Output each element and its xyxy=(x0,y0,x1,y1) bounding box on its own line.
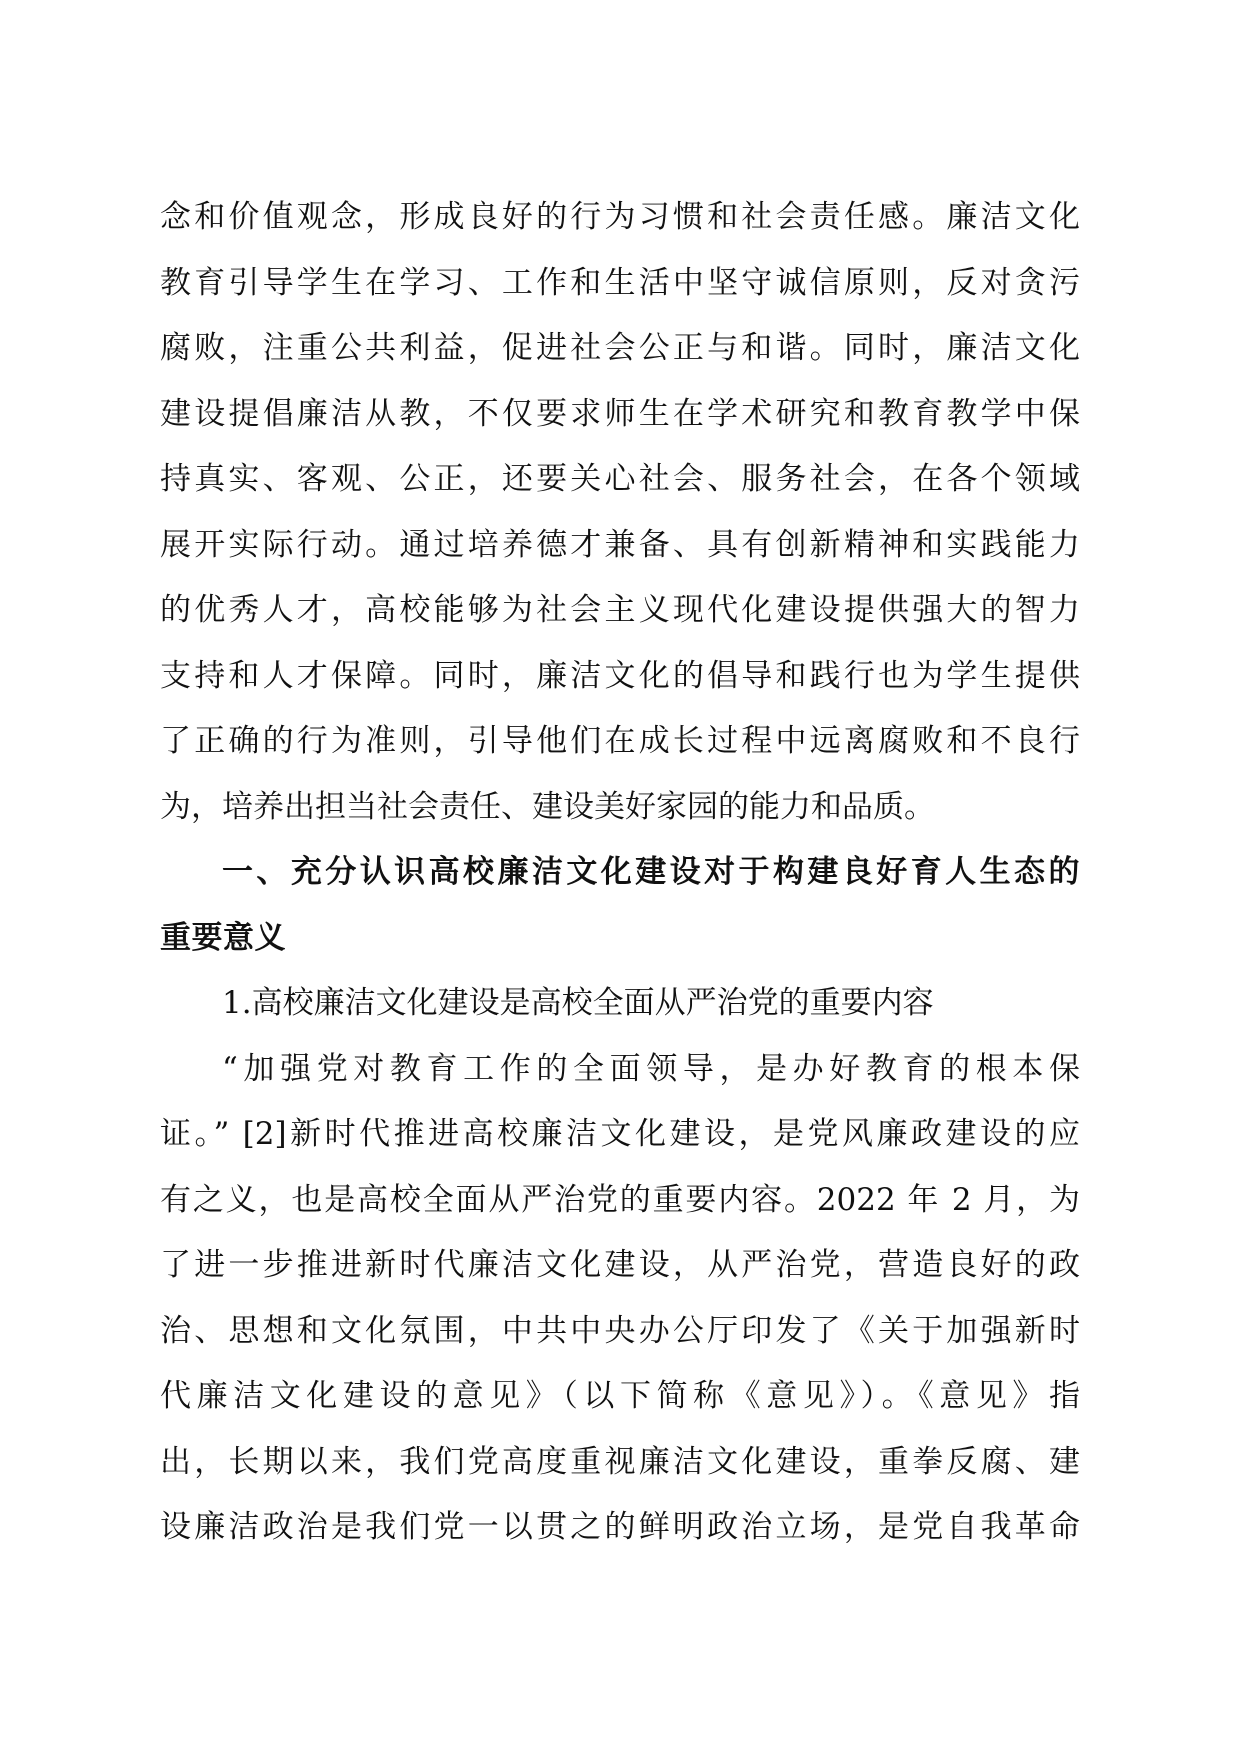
section-heading-line: 一、充分认识高校廉洁文化建设对于构建良好育人生态的 xyxy=(222,854,1080,890)
text-line: 教育引导学生在学习、工作和生活中坚守诚信原则，反对贪污 xyxy=(160,264,1080,301)
text-line: 代廉洁文化建设的意见》（以下简称《意见》）。《意见》指 xyxy=(160,1378,1080,1414)
text-line: 的优秀人才，高校能够为社会主义现代化建设提供强大的智力 xyxy=(160,592,1080,628)
text-line: 了进一步推进新时代廉洁文化建设，从严治党，营造良好的政 xyxy=(160,1247,1080,1283)
text-line: 治、思想和文化氛围，中共中央办公厅印发了《关于加强新时 xyxy=(160,1312,1080,1349)
document-page xyxy=(160,185,1080,1561)
text-line: 支持和人才保障。同时，廉洁文化的倡导和践行也为学生提供 xyxy=(160,657,1080,694)
section-heading-line: 重要意义 xyxy=(160,919,286,956)
text-line: 为，培养出担当社会责任、建设美好家园的能力和品质。 xyxy=(160,788,935,825)
text-line: 有之义，也是高校全面从严治党的重要内容。2022 年 2 月，为 xyxy=(160,1181,1080,1218)
body-paragraph xyxy=(160,185,1080,840)
text-line: 腐败，注重公共利益，促进社会公正与和谐。同时，廉洁文化 xyxy=(160,330,1080,366)
text-line: 建设提倡廉洁从教，不仅要求师生在学术研究和教育教学中保 xyxy=(160,395,1080,432)
body-paragraph xyxy=(160,1037,1080,1561)
text-line: 证。” [2]新时代推进高校廉洁文化建设，是党风廉政建设的应 xyxy=(160,1116,1080,1152)
text-line: “加强党对教育工作的全面领导，是办好教育的根本保 xyxy=(222,1050,1080,1087)
text-line: 持真实、客观、公正，还要关心社会、服务社会，在各个领域 xyxy=(160,461,1080,497)
subsection-heading: 1.高校廉洁文化建设是高校全面从严治党的重要内容 xyxy=(222,985,934,1021)
text-line: 展开实际行动。通过培养德才兼备、具有创新精神和实践能力 xyxy=(160,526,1080,563)
text-line: 念和价值观念，形成良好的行为习惯和社会责任感。廉洁文化 xyxy=(160,199,1080,235)
section-heading xyxy=(160,840,1080,971)
text-line: 设廉洁政治是我们党一以贯之的鲜明政治立场，是党自我革命 xyxy=(160,1509,1080,1545)
text-line: 了正确的行为准则，引导他们在成长过程中远离腐败和不良行 xyxy=(160,723,1080,759)
text-line: 出，长期以来，我们党高度重视廉洁文化建设，重拳反腐、建 xyxy=(160,1443,1080,1480)
